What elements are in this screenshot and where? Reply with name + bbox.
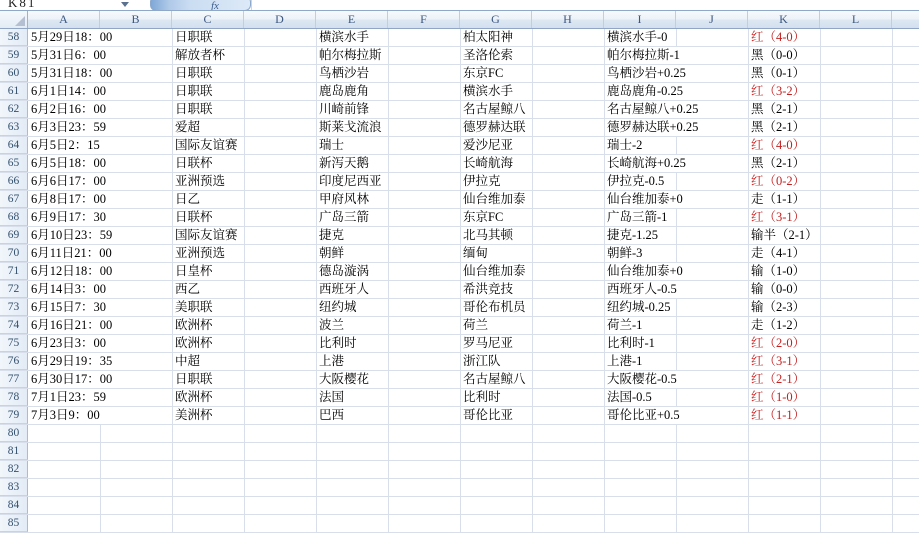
cell-league-row74[interactable]: 欧洲杯: [175, 318, 213, 332]
cell-league-row77[interactable]: 日职联: [175, 372, 213, 386]
sheet-grid: [0, 29, 919, 533]
column-header-G[interactable]: G: [460, 11, 532, 28]
sheet-row-73: [0, 299, 919, 317]
cell-home-row69[interactable]: 捷克: [319, 228, 345, 242]
cell-date-row69[interactable]: 6月10日23：59: [31, 228, 113, 242]
cell-league-row59[interactable]: 解放者杯: [175, 48, 226, 62]
row-header-64[interactable]: 64: [0, 137, 28, 154]
cell-handicap-row78[interactable]: 法国-0.5: [607, 390, 652, 404]
row-header-69[interactable]: 69: [0, 227, 28, 244]
cell-date-row59[interactable]: 5月31日6：00: [31, 48, 107, 62]
cell-handicap-row63[interactable]: 德罗赫达联+0.25: [607, 120, 699, 134]
sheet-row-79: [0, 407, 919, 425]
sheet-row-62: [0, 101, 919, 119]
row-header-67[interactable]: 67: [0, 191, 28, 208]
cell-result-row62[interactable]: 黑（2-1）: [751, 102, 806, 116]
cell-result-row67[interactable]: 走（1-1）: [751, 192, 806, 206]
row-header-66[interactable]: 66: [0, 173, 28, 190]
cell-home-row72[interactable]: 西班牙人: [319, 282, 370, 296]
cell-result-row70[interactable]: 走（4-1）: [751, 246, 806, 260]
cell-date-row73[interactable]: 6月15日7：30: [31, 300, 107, 314]
cell-date-row62[interactable]: 6月2日16：00: [31, 102, 107, 116]
cell-date-row61[interactable]: 6月1日14：00: [31, 84, 107, 98]
row-header-83[interactable]: 83: [0, 479, 28, 496]
cell-date-row72[interactable]: 6月14日3：00: [31, 282, 107, 296]
cell-result-row59[interactable]: 黑（0-0）: [751, 48, 806, 62]
sheet-row-81: [0, 443, 919, 461]
cell-away-row72[interactable]: 希洪竞技: [463, 282, 514, 296]
cell-league-row76[interactable]: 中超: [175, 354, 201, 368]
cell-result-row71[interactable]: 输（1-0）: [751, 264, 806, 278]
cell-home-row77[interactable]: 大阪樱花: [319, 372, 370, 386]
name-box[interactable]: K81: [8, 0, 37, 10]
formula-bar: [0, 0, 919, 11]
cell-away-row65[interactable]: 长崎航海: [463, 156, 514, 170]
cell-handicap-row64[interactable]: 瑞士-2: [607, 138, 643, 152]
cell-home-row64[interactable]: 瑞士: [319, 138, 345, 152]
sheet-row-78: [0, 389, 919, 407]
cell-away-row78[interactable]: 比利时: [463, 390, 501, 404]
cell-away-row76[interactable]: 浙江队: [463, 354, 501, 368]
row-header-76[interactable]: 76: [0, 353, 28, 370]
cell-handicap-row79[interactable]: 哥伦比亚+0.5: [607, 408, 680, 422]
cell-handicap-row58[interactable]: 横滨水手-0: [607, 30, 668, 44]
cell-league-row65[interactable]: 日联杯: [175, 156, 213, 170]
cell-result-row69[interactable]: 输半（2-1）: [751, 228, 818, 242]
cell-handicap-row62[interactable]: 名古屋鲸八+0.25: [607, 102, 699, 116]
cell-result-row61[interactable]: 红（3-2）: [751, 84, 806, 98]
sheet-row-64: [0, 137, 919, 155]
sheet-row-84: [0, 497, 919, 515]
cell-league-row71[interactable]: 日皇杯: [175, 264, 213, 278]
cell-result-row60[interactable]: 黑（0-1）: [751, 66, 806, 80]
cell-away-row61[interactable]: 横滨水手: [463, 84, 514, 98]
sheet-row-72: [0, 281, 919, 299]
row-header-65[interactable]: 65: [0, 155, 28, 172]
sheet-row-60: [0, 65, 919, 83]
cell-result-row73[interactable]: 输（2-3）: [751, 300, 806, 314]
cell-result-row65[interactable]: 黑（2-1）: [751, 156, 806, 170]
cell-home-row61[interactable]: 鹿岛鹿角: [319, 84, 370, 98]
cell-home-row63[interactable]: 斯莱戈流浪: [319, 120, 382, 134]
row-header-72[interactable]: 72: [0, 281, 28, 298]
cell-handicap-row60[interactable]: 鸟栖沙岩+0.25: [607, 66, 686, 80]
cell-home-row74[interactable]: 波兰: [319, 318, 345, 332]
cell-handicap-row61[interactable]: 鹿岛鹿角-0.25: [607, 84, 684, 98]
cell-home-row78[interactable]: 法国: [319, 390, 345, 404]
sheet-row-76: [0, 353, 919, 371]
sheet-row-75: [0, 335, 919, 353]
cell-handicap-row74[interactable]: 荷兰-1: [607, 318, 643, 332]
cell-home-row70[interactable]: 朝鲜: [319, 246, 345, 260]
fx-icon: fx: [211, 0, 219, 11]
cell-away-row67[interactable]: 仙台维加泰: [463, 192, 526, 206]
cell-handicap-row66[interactable]: 伊拉克-0.5: [607, 174, 665, 188]
cell-away-row71[interactable]: 仙台维加泰: [463, 264, 526, 278]
cell-league-row68[interactable]: 日联杯: [175, 210, 213, 224]
cell-date-row74[interactable]: 6月16日21：00: [31, 318, 113, 332]
column-header-I[interactable]: I: [604, 11, 676, 28]
cell-result-row68[interactable]: 红（3-1）: [751, 210, 806, 224]
row-header-82[interactable]: 82: [0, 461, 28, 478]
cell-result-row72[interactable]: 输（0-0）: [751, 282, 806, 296]
cell-date-row71[interactable]: 6月12日18：00: [31, 264, 113, 278]
cell-handicap-row70[interactable]: 朝鲜-3: [607, 246, 643, 260]
cell-home-row68[interactable]: 广岛三箭: [319, 210, 370, 224]
cell-handicap-row77[interactable]: 大阪樱花-0.5: [607, 372, 677, 386]
sheet-row-63: [0, 119, 919, 137]
sheet-row-74: [0, 317, 919, 335]
cell-league-row69[interactable]: 国际友谊赛: [175, 228, 238, 242]
cell-date-row64[interactable]: 6月5日2：15: [31, 138, 100, 152]
cell-date-row75[interactable]: 6月23日3：00: [31, 336, 107, 350]
cell-date-row60[interactable]: 5月31日18：00: [31, 66, 113, 80]
cell-date-row77[interactable]: 6月30日17：00: [31, 372, 113, 386]
sheet-row-77: [0, 371, 919, 389]
cell-result-row64[interactable]: 红（4-0）: [751, 138, 806, 152]
sheet-row-80: [0, 425, 919, 443]
cell-away-row74[interactable]: 荷兰: [463, 318, 489, 332]
name-box-dropdown-icon[interactable]: [121, 2, 129, 7]
cell-home-row79[interactable]: 巴西: [319, 408, 345, 422]
cell-handicap-row76[interactable]: 上港-1: [607, 354, 643, 368]
column-header-K[interactable]: K: [748, 11, 820, 28]
cell-date-row66[interactable]: 6月6日17：00: [31, 174, 107, 188]
cell-date-row70[interactable]: 6月11日21：00: [31, 246, 112, 260]
cell-league-row70[interactable]: 亚洲预选: [175, 246, 226, 260]
row-header-73[interactable]: 73: [0, 299, 28, 316]
column-header-J[interactable]: J: [676, 11, 748, 28]
row-header-70[interactable]: 70: [0, 245, 28, 262]
cell-result-row78[interactable]: 红（1-0）: [751, 390, 806, 404]
cell-league-row79[interactable]: 美洲杯: [175, 408, 213, 422]
row-header-85[interactable]: 85: [0, 515, 28, 532]
cell-league-row67[interactable]: 日乙: [175, 192, 201, 206]
cell-home-row66[interactable]: 印度尼西亚: [319, 174, 382, 188]
row-header-71[interactable]: 71: [0, 263, 28, 280]
cell-result-row79[interactable]: 红（1-1）: [751, 408, 806, 422]
cell-home-row60[interactable]: 鸟栖沙岩: [319, 66, 370, 80]
cell-league-row60[interactable]: 日职联: [175, 66, 213, 80]
cell-league-row73[interactable]: 美职联: [175, 300, 213, 314]
cell-date-row65[interactable]: 6月5日18：00: [31, 156, 107, 170]
sheet-row-69: [0, 227, 919, 245]
cell-handicap-row68[interactable]: 广岛三箭-1: [607, 210, 668, 224]
sheet-row-66: [0, 173, 919, 191]
select-all-corner[interactable]: [0, 11, 28, 28]
cell-date-row68[interactable]: 6月9日17：30: [31, 210, 107, 224]
column-header-F[interactable]: F: [388, 11, 460, 28]
column-header-C[interactable]: C: [172, 11, 244, 28]
cell-result-row58[interactable]: 红（4-0）: [751, 30, 806, 44]
cell-date-row78[interactable]: 7月1日23：59: [31, 390, 107, 404]
column-header-E[interactable]: E: [316, 11, 388, 28]
cell-date-row58[interactable]: 5月29日18：00: [31, 30, 113, 44]
cell-home-row67[interactable]: 甲府风林: [319, 192, 370, 206]
column-header-row: [0, 11, 919, 29]
sheet-row-83: [0, 479, 919, 497]
cell-home-row58[interactable]: 横滨水手: [319, 30, 370, 44]
row-header-68[interactable]: 68: [0, 209, 28, 226]
sheet-row-71: [0, 263, 919, 281]
column-header-D[interactable]: D: [244, 11, 316, 28]
cell-home-row76[interactable]: 上港: [319, 354, 345, 368]
cell-home-row65[interactable]: 新泻天鹅: [319, 156, 370, 170]
cell-away-row75[interactable]: 罗马尼亚: [463, 336, 514, 350]
cell-date-row63[interactable]: 6月3日23：59: [31, 120, 107, 134]
cell-away-row70[interactable]: 缅甸: [463, 246, 489, 260]
row-header-75[interactable]: 75: [0, 335, 28, 352]
cell-league-row78[interactable]: 欧洲杯: [175, 390, 213, 404]
cell-handicap-row59[interactable]: 帕尔梅拉斯-1: [607, 48, 680, 62]
cell-result-row76[interactable]: 红（3-1）: [751, 354, 806, 368]
cell-home-row73[interactable]: 纽约城: [319, 300, 357, 314]
sheet-row-58: [0, 29, 919, 47]
row-header-63[interactable]: 63: [0, 119, 28, 136]
cell-league-row58[interactable]: 日职联: [175, 30, 213, 44]
row-header-78[interactable]: 78: [0, 389, 28, 406]
sheet-row-65: [0, 155, 919, 173]
cell-away-row79[interactable]: 哥伦比亚: [463, 408, 514, 422]
select-all-triangle-icon: [15, 16, 25, 26]
cell-away-row73[interactable]: 哥伦布机员: [463, 300, 526, 314]
cell-league-row75[interactable]: 欧洲杯: [175, 336, 213, 350]
cell-league-row63[interactable]: 爱超: [175, 120, 201, 134]
cell-home-row59[interactable]: 帕尔梅拉斯: [319, 48, 382, 62]
sheet-row-68: [0, 209, 919, 227]
cell-away-row60[interactable]: 东京FC: [463, 66, 504, 80]
cell-league-row62[interactable]: 日职联: [175, 102, 213, 116]
cell-date-row79[interactable]: 7月3日9：00: [31, 408, 100, 422]
row-header-77[interactable]: 77: [0, 371, 28, 388]
cell-handicap-row65[interactable]: 长崎航海+0.25: [607, 156, 686, 170]
row-header-60[interactable]: 60: [0, 65, 28, 82]
cell-away-row59[interactable]: 圣洛伦索: [463, 48, 514, 62]
cell-league-row72[interactable]: 西乙: [175, 282, 201, 296]
cell-away-row68[interactable]: 东京FC: [463, 210, 504, 224]
cell-league-row61[interactable]: 日职联: [175, 84, 213, 98]
cell-handicap-row75[interactable]: 比利时-1: [607, 336, 655, 350]
cell-home-row71[interactable]: 德岛漩涡: [319, 264, 370, 278]
cell-result-row74[interactable]: 走（1-2）: [751, 318, 806, 332]
column-header-L[interactable]: L: [820, 11, 892, 28]
cell-league-row66[interactable]: 亚洲预选: [175, 174, 226, 188]
row-header-74[interactable]: 74: [0, 317, 28, 334]
column-header-partial: [892, 11, 919, 28]
cell-result-row63[interactable]: 黑（2-1）: [751, 120, 806, 134]
cell-handicap-row71[interactable]: 仙台维加泰+0: [607, 264, 683, 278]
cell-away-row66[interactable]: 伊拉克: [463, 174, 501, 188]
row-header-84[interactable]: 84: [0, 497, 28, 514]
cell-league-row64[interactable]: 国际友谊赛: [175, 138, 238, 152]
row-header-79[interactable]: 79: [0, 407, 28, 424]
cell-handicap-row67[interactable]: 仙台维加泰+0: [607, 192, 683, 206]
cell-result-row75[interactable]: 红（2-0）: [751, 336, 806, 350]
formula-bar-divider: [251, 0, 252, 10]
cell-away-row62[interactable]: 名古屋鲸八: [463, 102, 526, 116]
column-header-B[interactable]: B: [100, 11, 172, 28]
insert-function-button[interactable]: [150, 0, 251, 11]
cell-home-row62[interactable]: 川崎前锋: [319, 102, 370, 116]
row-header-59[interactable]: 59: [0, 47, 28, 64]
cell-away-row63[interactable]: 德罗赫达联: [463, 120, 526, 134]
sheet-row-61: [0, 83, 919, 101]
cell-handicap-row73[interactable]: 纽约城-0.25: [607, 300, 671, 314]
column-header-A[interactable]: A: [28, 11, 100, 28]
cell-home-row75[interactable]: 比利时: [319, 336, 357, 350]
cell-handicap-row72[interactable]: 西班牙人-0.5: [607, 282, 677, 296]
row-header-62[interactable]: 62: [0, 101, 28, 118]
cell-result-row77[interactable]: 红（2-1）: [751, 372, 806, 386]
sheet-row-59: [0, 47, 919, 65]
cell-away-row69[interactable]: 北马其顿: [463, 228, 514, 242]
cell-result-row66[interactable]: 红（0-2）: [751, 174, 806, 188]
sheet-row-70: [0, 245, 919, 263]
row-header-81[interactable]: 81: [0, 443, 28, 460]
column-header-H[interactable]: H: [532, 11, 604, 28]
sheet-row-67: [0, 191, 919, 209]
cell-away-row77[interactable]: 名古屋鲸八: [463, 372, 526, 386]
row-header-61[interactable]: 61: [0, 83, 28, 100]
cell-date-row76[interactable]: 6月29日19：35: [31, 354, 113, 368]
sheet-row-82: [0, 461, 919, 479]
row-header-58[interactable]: 58: [0, 29, 28, 46]
row-header-80[interactable]: 80: [0, 425, 28, 442]
cell-away-row58[interactable]: 柏太阳神: [463, 30, 514, 44]
cell-date-row67[interactable]: 6月8日17：00: [31, 192, 107, 206]
cell-handicap-row69[interactable]: 捷克-1.25: [607, 228, 659, 242]
sheet-row-85: [0, 515, 919, 533]
cell-away-row64[interactable]: 爱沙尼亚: [463, 138, 514, 152]
